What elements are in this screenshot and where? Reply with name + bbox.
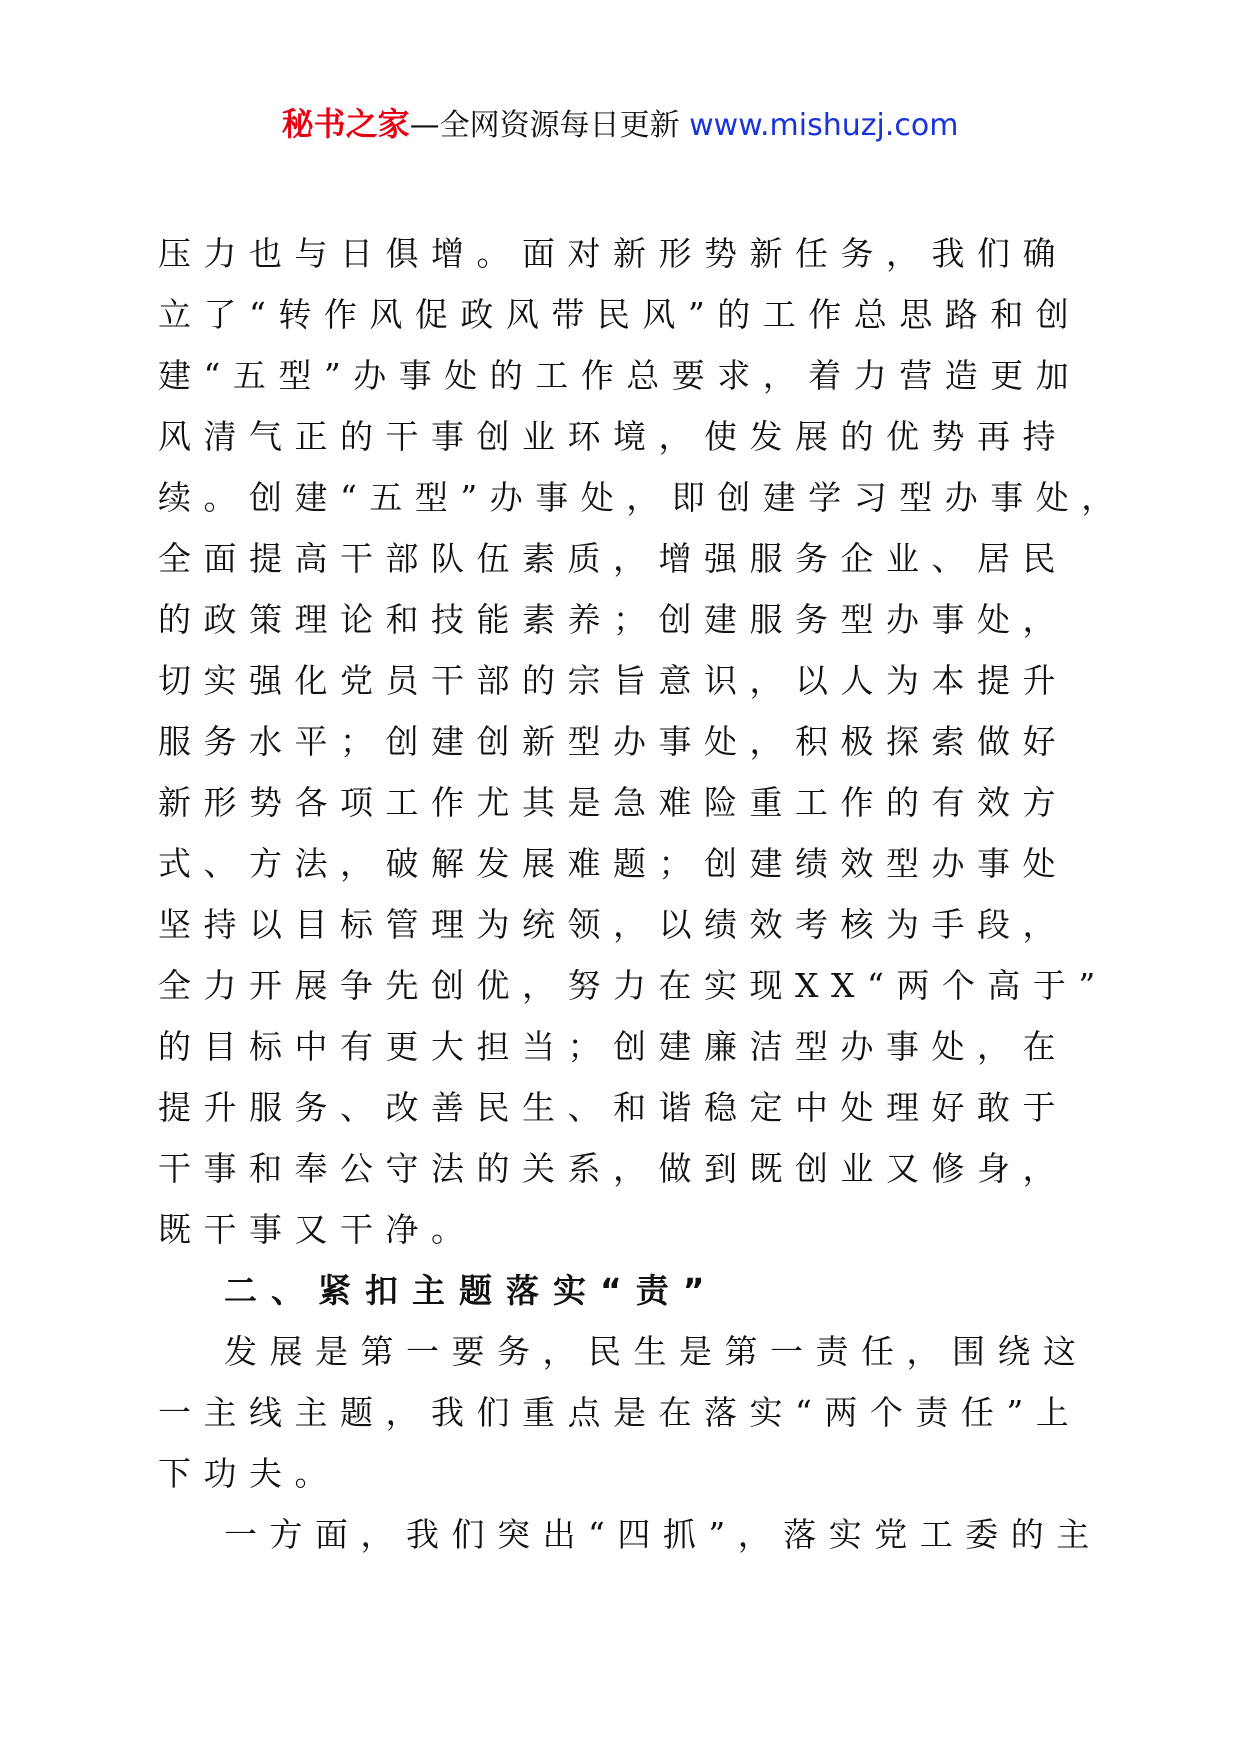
text-line: 的目标中有更大担当；创建廉洁型办事处，在 xyxy=(158,1027,1068,1066)
text-line: 式、方法，破解发展难题；创建绩效型办事处 xyxy=(158,844,1068,883)
document-body xyxy=(158,223,1127,1565)
text-line: 立了“转作风促政风带民风”的工作总思路和创 xyxy=(158,295,1082,334)
text-line: 续。创建“五型”办事处，即创建学习型办事处， xyxy=(158,478,1127,517)
text-line: 切实强化党员干部的宗旨意识，以人为本提升 xyxy=(158,661,1068,700)
text-line: 风清气正的干事创业环境，使发展的优势再持 xyxy=(158,417,1068,456)
text-line: 既干事又干净。 xyxy=(158,1210,477,1249)
text-line: 干事和奉公守法的关系，做到既创业又修身， xyxy=(158,1149,1068,1188)
text-line: 发展是第一要务，民生是第一责任，围绕这 xyxy=(224,1332,1089,1371)
text-line: 坚持以目标管理为统领，以绩效考核为手段， xyxy=(158,905,1068,944)
paragraph-3 xyxy=(158,1504,1102,1565)
paragraph-1 xyxy=(158,223,1127,1260)
text-line: 新形势各项工作尤其是急难险重工作的有效方 xyxy=(158,783,1068,822)
text-line: 建“五型”办事处的工作总要求，着力营造更加 xyxy=(158,356,1082,395)
paragraph-2 xyxy=(158,1321,1098,1504)
text-line: 提升服务、改善民生、和谐稳定中处理好敢于 xyxy=(158,1088,1068,1127)
site-url-link[interactable]: www.mishuzj.com xyxy=(689,108,959,143)
site-brand-name: 秘书之家 xyxy=(281,105,410,143)
text-line: 一方面，我们突出“四抓”，落实党工委的主 xyxy=(224,1515,1102,1554)
text-line: 全力开展争先创优，努力在实现XX“两个高于” xyxy=(158,966,1108,1005)
text-line: 下功夫。 xyxy=(158,1454,340,1493)
text-line: 服务水平；创建创新型办事处，积极探索做好 xyxy=(158,722,1068,761)
text-line: 压力也与日俱增。面对新形势新任务，我们确 xyxy=(158,234,1068,273)
text-line: 一主线主题，我们重点是在落实“两个责任”上 xyxy=(158,1393,1082,1432)
text-line: 全面提高干部队伍素质，增强服务企业、居民 xyxy=(158,539,1068,578)
site-header-banner xyxy=(0,100,1240,150)
site-tagline: —全网资源每日更新 xyxy=(409,108,690,143)
section-heading: 二、紧扣主题落实“责” xyxy=(224,1271,719,1310)
text-line: 的政策理论和技能素养；创建服务型办事处， xyxy=(158,600,1068,639)
